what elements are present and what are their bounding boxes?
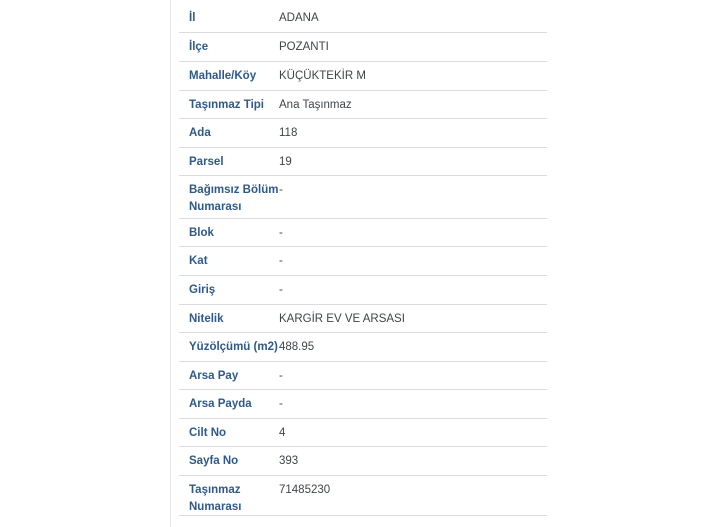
detail-value: 118 bbox=[279, 127, 298, 139]
detail-row-yuzolcumu bbox=[179, 333, 547, 362]
detail-label: İlçe bbox=[189, 41, 209, 53]
detail-label: Arsa Pay bbox=[189, 370, 239, 382]
detail-row-blok bbox=[179, 219, 547, 247]
detail-value: - bbox=[279, 255, 283, 267]
detail-label: Bağımsız Bölüm Numarası bbox=[189, 184, 279, 213]
detail-row-nitelik bbox=[179, 305, 547, 333]
detail-value: POZANTI bbox=[279, 41, 329, 53]
detail-row-arsa-pay bbox=[179, 362, 547, 390]
detail-label: Giriş bbox=[189, 284, 216, 296]
detail-label: İl bbox=[189, 12, 196, 24]
detail-row-ilce bbox=[179, 33, 547, 62]
detail-row-giris bbox=[179, 276, 547, 305]
detail-label: Nitelik bbox=[189, 313, 224, 325]
detail-label: Ada bbox=[189, 127, 211, 139]
detail-label: Arsa Payda bbox=[189, 398, 252, 410]
detail-value: - bbox=[279, 227, 283, 239]
detail-value: - bbox=[279, 370, 283, 382]
detail-value: - bbox=[279, 284, 283, 296]
detail-value: 393 bbox=[279, 455, 299, 467]
detail-row-sayfa-no bbox=[179, 447, 547, 476]
detail-row-tasinmaz-tipi bbox=[179, 91, 547, 119]
detail-label: Mahalle/Köy bbox=[189, 70, 257, 82]
detail-value: 19 bbox=[279, 156, 292, 168]
detail-label: Taşınmaz Tipi bbox=[189, 99, 264, 111]
detail-value: Ana Taşınmaz bbox=[279, 99, 352, 111]
detail-value: KÜÇÜKTEKİR M bbox=[279, 70, 366, 82]
property-details-panel bbox=[170, 0, 547, 527]
detail-row-parsel bbox=[179, 148, 547, 176]
detail-row-ada bbox=[179, 119, 547, 148]
detail-value: KARGİR EV VE ARSASI bbox=[279, 313, 405, 325]
detail-value: 488.95 bbox=[279, 341, 315, 353]
detail-value: 71485230 bbox=[279, 484, 331, 496]
detail-row-arsa-payda bbox=[179, 390, 547, 419]
detail-label: Yüzölçümü (m2) bbox=[189, 341, 278, 353]
detail-value: 4 bbox=[279, 427, 286, 439]
detail-row-cilt-no bbox=[179, 419, 547, 447]
detail-row-kat bbox=[179, 247, 547, 276]
detail-value: ADANA bbox=[279, 12, 319, 24]
detail-label: Kat bbox=[189, 255, 208, 267]
detail-value: - bbox=[279, 398, 283, 410]
detail-row-bagimsiz-bolum-numarasi bbox=[179, 176, 547, 219]
detail-label: Cilt No bbox=[189, 427, 227, 439]
detail-label: Sayfa No bbox=[189, 455, 239, 467]
detail-label: Taşınmaz Numarası bbox=[189, 484, 242, 513]
detail-label: Parsel bbox=[189, 156, 224, 168]
detail-row-tasinmaz-numarasi bbox=[179, 476, 547, 516]
detail-value: - bbox=[279, 184, 283, 196]
detail-label: Blok bbox=[189, 227, 214, 239]
detail-row-il bbox=[179, 0, 547, 33]
detail-row-mahalle-koy bbox=[179, 62, 547, 91]
